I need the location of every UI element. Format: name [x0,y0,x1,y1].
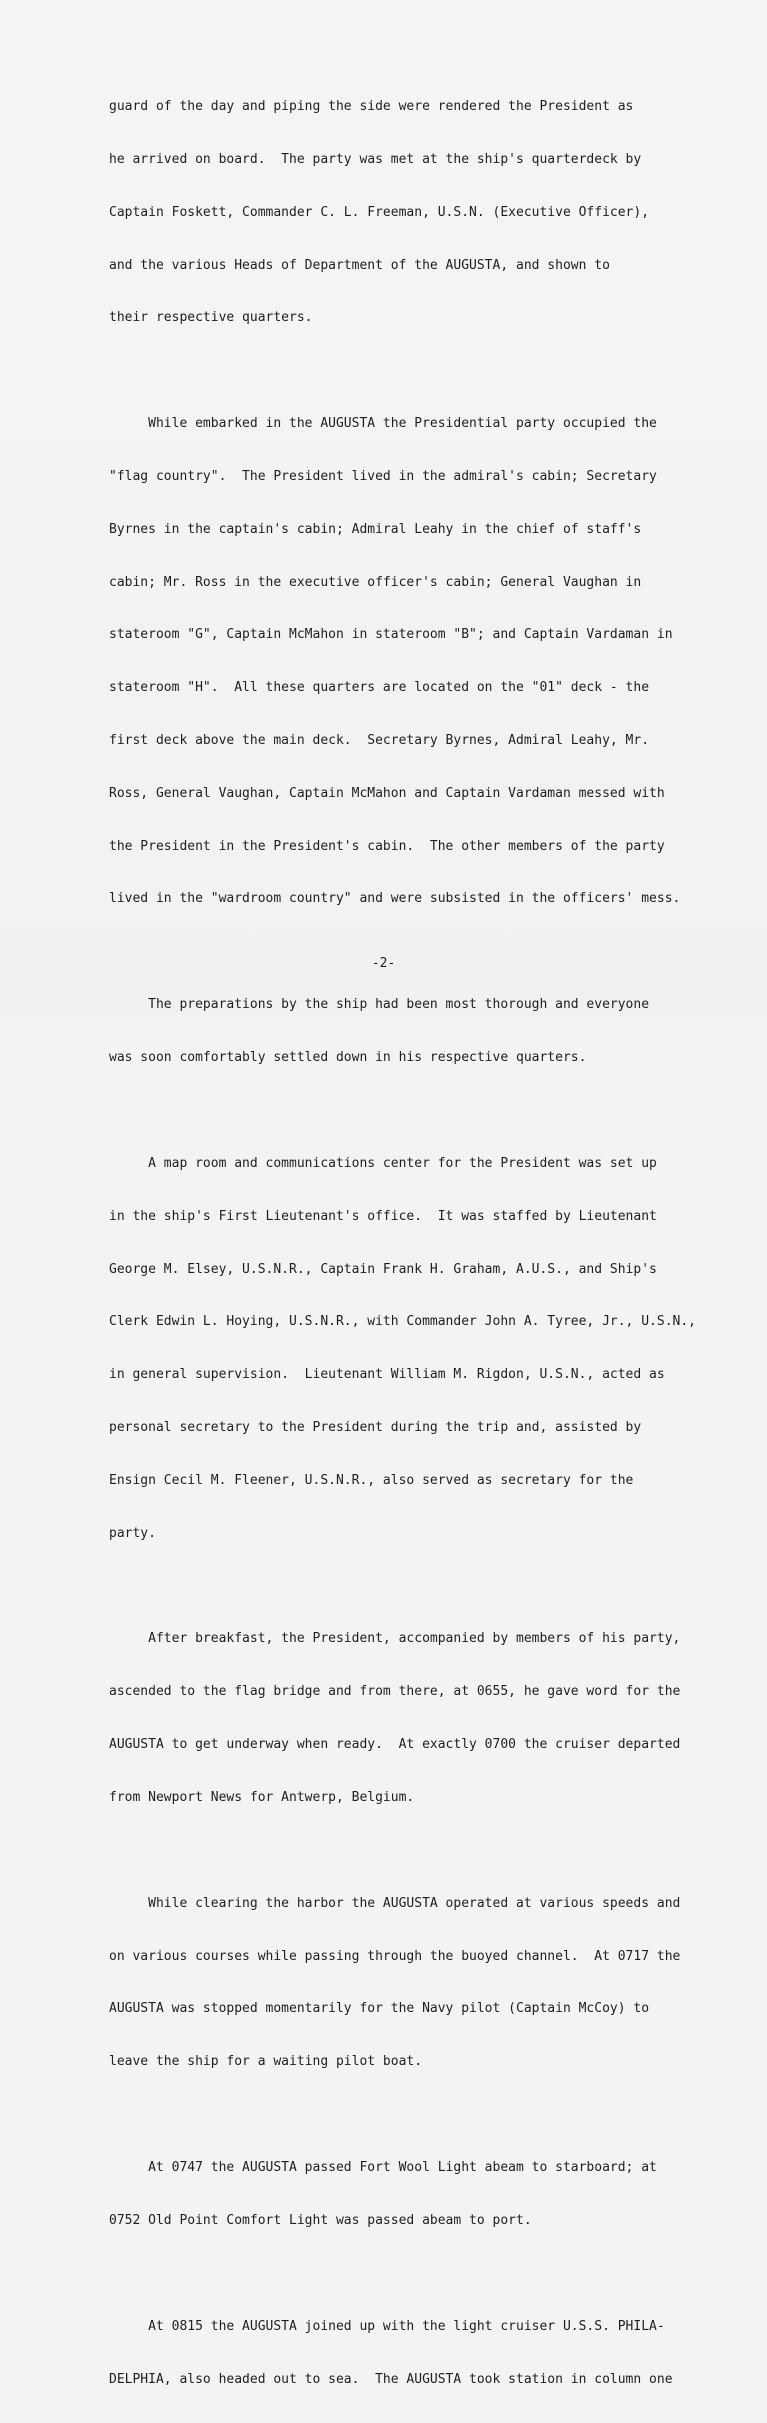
paragraph-gap [109,2106,719,2124]
text-line: and the various Heads of Department of the AUGUSTA, and shown to [109,257,610,273]
text-line: Clerk Edwin L. Hoying, U.S.N.R., with Commander John A. Tyree, Jr., U.S.N., [109,1314,696,1330]
text-line: George M. Elsey, U.S.N.R., Captain Frank H. Graham, A.U.S., and Ship's [109,1261,657,1277]
text-line: The preparations by the ship had been most thorough and everyone [109,997,650,1013]
text-line: At 0747 the AUGUSTA passed Fort Wool Light abeam to starboard; at [109,2160,657,2176]
paragraph-departure [109,1595,719,1841]
paragraph-harbor [109,1860,719,2106]
text-line: ascended to the flag bridge and from there, at 0655, he gave word for the [109,1684,681,1700]
text-line: lived in the "wardroom country" and were subsisted in the officers' mess. [109,891,681,907]
text-line: Ensign Cecil M. Fleener, U.S.N.R., also served as secretary for the [109,1472,634,1488]
text-line: Ross, General Vaughan, Captain McMahon and Captain Vardaman messed with [109,785,665,801]
text-line: Byrnes in the captain's cabin; Admiral Leahy in the chief of staff's [109,521,642,537]
text-line: AUGUSTA to get underway when ready. At exactly 0700 the cruiser departed [109,1737,681,1753]
paragraph-lights [109,2124,719,2265]
text-line: guard of the day and piping the side were rendered the President as [109,99,634,115]
paragraph-gap [109,362,719,380]
text-line: their respective quarters. [109,310,313,326]
text-line: While clearing the harbor the AUGUSTA operated at various speeds and [109,1895,681,1911]
paragraph-gap [109,2265,719,2283]
text-line: in general supervision. Lieutenant William M. Rigdon, U.S.N., acted as [109,1367,665,1383]
text-line: on various courses while passing through the buoyed channel. At 0717 the [109,1948,681,1964]
text-line: first deck above the main deck. Secretary Byrnes, Admiral Leahy, Mr. [109,732,650,748]
paragraph-gap [109,1842,719,1860]
text-line: the President in the President's cabin. The other members of the party [109,838,665,854]
page-number: -2- [371,956,396,971]
paragraph-arrival [109,63,719,362]
text-line: At 0815 the AUGUSTA joined up with the light cruiser U.S.S. PHILA- [109,2318,665,2334]
text-line: party. [109,1525,156,1541]
text-line: personal secretary to the President during the trip and, assisted by [109,1419,642,1435]
paragraph-preparations [109,961,719,1102]
text-line: from Newport News for Antwerp, Belgium. [109,1789,415,1805]
paragraph-gap [109,1577,719,1595]
paragraph-philadelphia [109,2283,719,2423]
text-line: While embarked in the AUGUSTA the Presidential party occupied the [109,416,657,432]
text-line: stateroom "H". All these quarters are located on the "01" deck - the [109,680,650,696]
text-line: DELPHIA, also headed out to sea. The AUGUSTA took station in column one [109,2371,673,2387]
paragraph-gap [109,1102,719,1120]
text-line: leave the ship for a waiting pilot boat. [109,2054,423,2070]
text-line: in the ship's First Lieutenant's office. It was staffed by Lieutenant [109,1208,657,1224]
text-line: was soon comfortably settled down in his respective quarters. [109,1050,587,1066]
paragraph-quarters [109,380,719,943]
text-line: cabin; Mr. Ross in the executive officer's cabin; General Vaughan in [109,574,642,590]
text-line: A map room and communications center for the President was set up [109,1156,657,1172]
text-line: After breakfast, the President, accompanied by members of his party, [109,1631,681,1647]
text-line: he arrived on board. The party was met at the ship's quarterdeck by [109,151,642,167]
text-line: stateroom "G", Captain McMahon in stateroom "B"; and Captain Vardaman in [109,627,673,643]
text-line: 0752 Old Point Comfort Light was passed abeam to port. [109,2212,532,2228]
body-text [109,63,719,2423]
text-line: Captain Foskett, Commander C. L. Freeman, U.S.N. (Executive Officer), [109,204,650,220]
text-line: "flag country". The President lived in the admiral's cabin; Secretary [109,469,657,485]
paragraph-map-room [109,1120,719,1577]
text-line: AUGUSTA was stopped momentarily for the Navy pilot (Captain McCoy) to [109,2001,650,2017]
